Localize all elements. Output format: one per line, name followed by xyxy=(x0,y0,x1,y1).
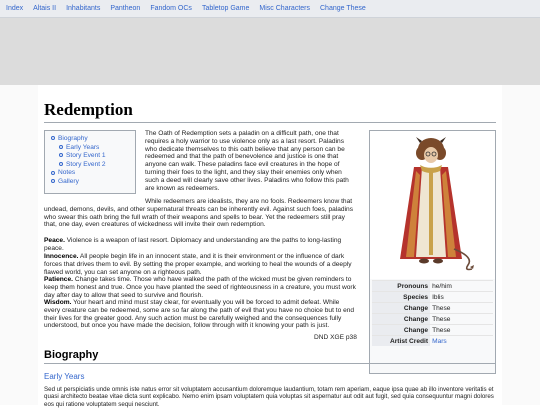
character-portrait[interactable] xyxy=(370,131,495,279)
infobox-key: Change xyxy=(372,325,430,336)
infobox-value: These xyxy=(430,325,493,336)
infobox-key: Artist Credit xyxy=(372,336,430,347)
page-title: Redemption xyxy=(44,100,496,123)
infobox-key: Change xyxy=(372,314,430,325)
source-citation: DND XGE p38 xyxy=(314,334,357,341)
nav-inhabitants[interactable]: Inhabitants xyxy=(66,5,101,12)
tenet-peace xyxy=(44,237,357,253)
tenet-name: Peace. xyxy=(44,237,65,244)
toc-item-gallery[interactable]: Gallery xyxy=(51,178,131,187)
subsection-heading-early-years: Early Years xyxy=(44,372,85,381)
nav-index[interactable]: Index xyxy=(6,5,24,12)
tenet-text: Violence is a weapon of last resort. Diplomacy and understanding are the paths to long-lasting peace. xyxy=(44,237,342,252)
infobox-key: Change xyxy=(372,303,430,314)
bullet-icon xyxy=(59,162,63,166)
bullet-icon xyxy=(51,136,55,140)
character-illustration xyxy=(370,131,495,279)
tenet-name: Innocence. xyxy=(44,253,79,260)
infobox-row-species xyxy=(372,292,493,303)
section-heading-biography: Biography xyxy=(44,349,496,364)
early-years-paragraph: Sed ut perspiciatis unde omnis iste natus error sit voluptatem accusantium doloremque laudantium, totam rem aperiam, eaque ipsa quae ab illo inventore veritatis et quasi architecto beatae vitae dicta sunt explicabo. Nemo enim ipsam voluptatem quia voluptas sit aspernatur aut odit aut fugit, sed quia consequuntur magni dolores eos qui ratione voluptatem sequi nesciunt. xyxy=(44,386,494,408)
header-banner xyxy=(0,18,540,85)
bullet-icon xyxy=(59,153,63,157)
tenet-name: Patience. xyxy=(44,276,73,283)
bullet-icon xyxy=(51,171,55,175)
infobox-row-change-1 xyxy=(372,303,493,314)
toc-item-biography[interactable]: Biography xyxy=(51,135,131,144)
character-infobox xyxy=(369,130,496,374)
intro-paragraph: The Oath of Redemption sets a paladin on a difficult path, one that requires a holy warrior to use violence only as a last resort. Paladins who dedicate themselves to this oath believe that any person can be redeemed and that the path of benevolence and justice is one that anyone can walk. These paladins face evil creatures in the hope of turning their foes to the light, and they slay their enemies only when such a deed will clearly save other lives. Paladins who follow this path are known as redeemers. xyxy=(145,130,349,192)
redeemers-paragraph: While redeemers are idealists, they are no fools. Redeemers know that undead, demons, devils, and other supernatural threats can be inherently evil. Against such foes, paladins who swear this oath bring the full wrath of their weapons and spells to bear. Yet the redeemers still pray that, one day, even creatures of wickedness will invite their own redemption. xyxy=(44,198,354,229)
nav-change-these[interactable]: Change These xyxy=(320,5,366,12)
tenet-text: All people begin life in an innocent state, and it is their environment or the influence of dark forces that drives them to evil. By setting the proper example, and working to heal the wounds of a deeply flawed world, you can set anyone on a righteous path. xyxy=(44,253,352,276)
infobox-row-change-3 xyxy=(372,325,493,336)
tenet-text: Your heart and mind must stay clear, for eventually you will be forced to admit defeat. While every creature can be redeemed, some are so far along the path of evil that you have no choice but to end their lives for the greater good. Any such action must be carefully weighed and the consequences fully understood, but once you have made the decision, follow through with it knowing your path is just. xyxy=(44,299,355,330)
infobox-row-change-2 xyxy=(372,314,493,325)
nav-pantheon[interactable]: Pantheon xyxy=(110,5,141,12)
tenet-name: Wisdom. xyxy=(44,299,72,306)
infobox-value: These xyxy=(430,303,493,314)
tenet-text: Change takes time. Those who have walked the path of the wicked must be given reminders to keep them honest and true. Once you have planted the seed of righteousness in a creature, you must work day after day to allow that seed to survive and flourish. xyxy=(44,276,356,299)
infobox-value: he/him xyxy=(430,281,493,292)
toc-item-story-event-2[interactable]: Story Event 2 xyxy=(51,161,131,170)
infobox-row-pronouns xyxy=(372,281,493,292)
infobox-value xyxy=(430,336,493,347)
nav-altais-ii[interactable]: Altais II xyxy=(33,5,57,12)
infobox-row-artist-credit xyxy=(372,336,493,347)
infobox-value: These xyxy=(430,314,493,325)
nav-tabletop-game[interactable]: Tabletop Game xyxy=(201,5,250,12)
table-of-contents xyxy=(44,130,136,194)
artist-credit-link[interactable]: Mars xyxy=(432,337,447,345)
bullet-icon xyxy=(59,145,63,149)
infobox-key: Pronouns xyxy=(372,281,430,292)
tenet-patience xyxy=(44,276,357,299)
tenet-innocence xyxy=(44,253,357,276)
infobox-value: Iblis xyxy=(430,292,493,303)
top-nav xyxy=(0,0,540,18)
infobox-key: Species xyxy=(372,292,430,303)
toc-item-early-years[interactable]: Early Years xyxy=(51,144,131,153)
infobox-table xyxy=(372,280,493,346)
tenet-wisdom xyxy=(44,299,357,330)
toc-item-story-event-1[interactable]: Story Event 1 xyxy=(51,152,131,161)
toc-item-notes[interactable]: Notes xyxy=(51,169,131,178)
nav-misc-characters[interactable]: Misc Characters xyxy=(259,5,310,12)
nav-fandom-ocs[interactable]: Fandom OCs xyxy=(150,5,192,12)
bullet-icon xyxy=(51,179,55,183)
